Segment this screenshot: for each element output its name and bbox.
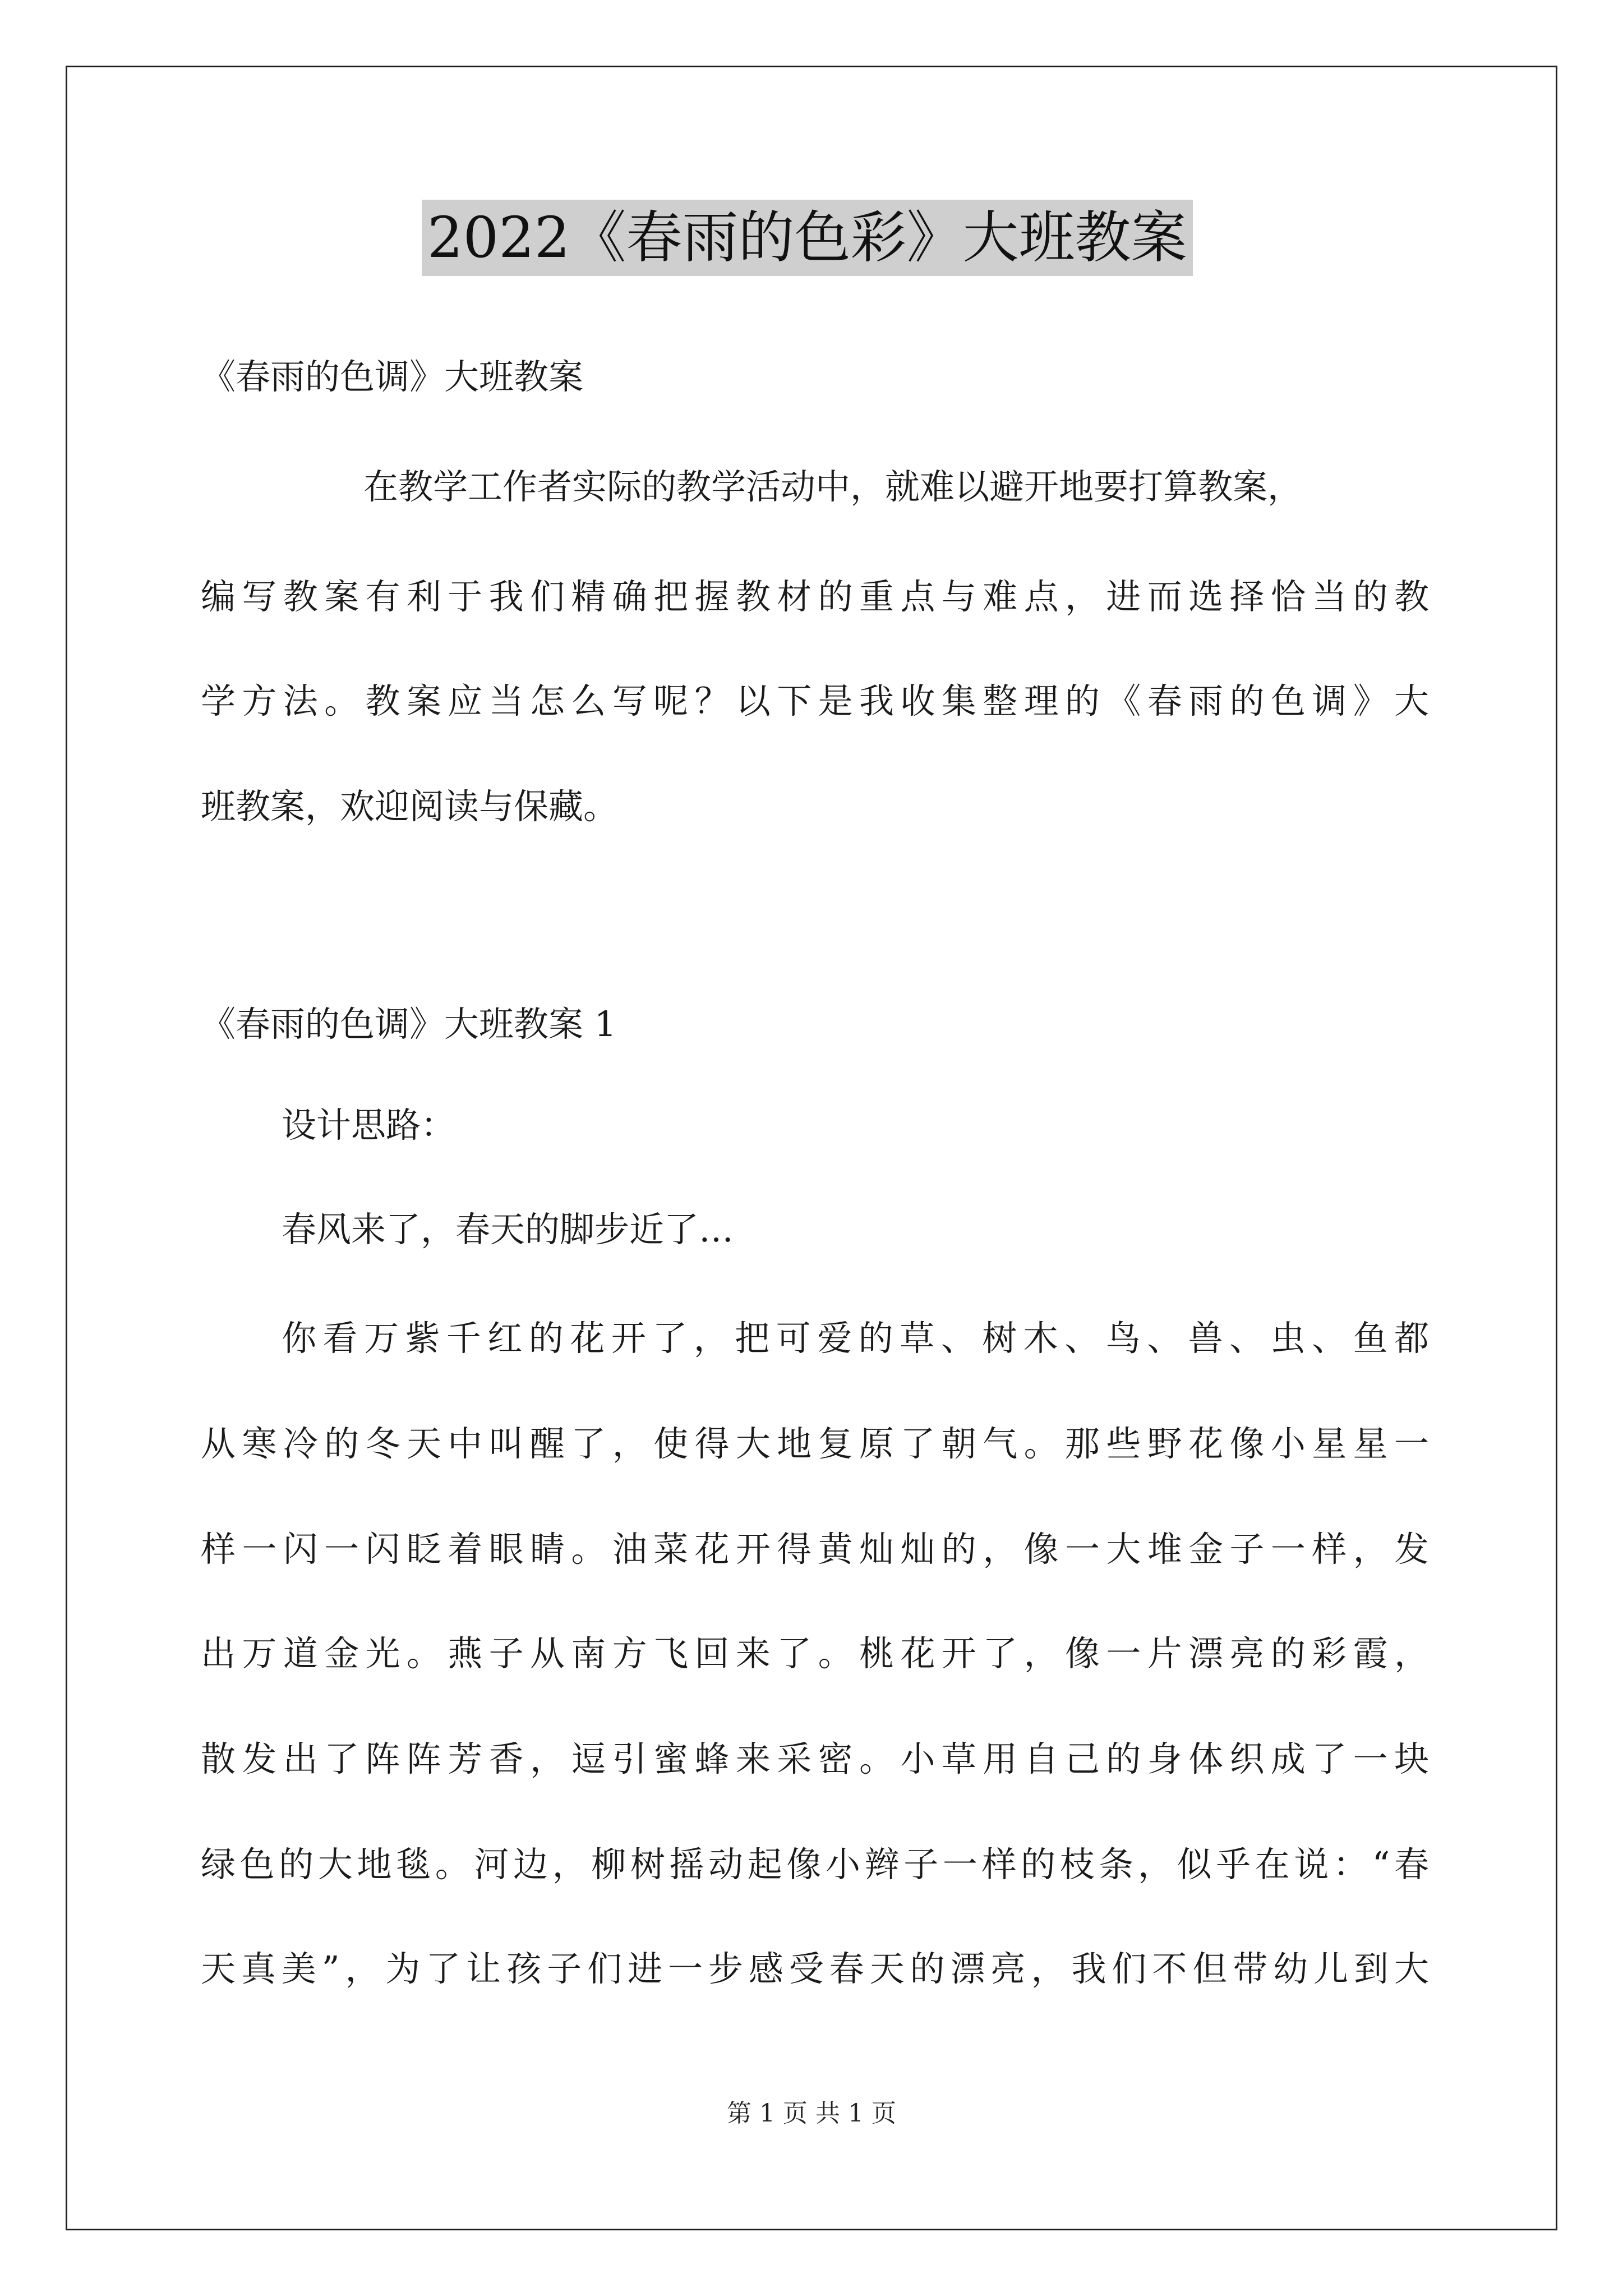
intro-line-4: 班教案，欢迎阅读与保藏。 xyxy=(201,786,619,827)
intro-line-1: 在教学工作者实际的教学活动中，就难以避开地要打算教案， xyxy=(363,466,1303,507)
subtitle: 《春雨的色调》大班教案 xyxy=(201,356,584,397)
intro-line-2: 编写教案有利于我们精确把握教材的重点与难点，进而选择恰当的教 xyxy=(201,576,1429,617)
paragraph-2-line-5: 散发出了阵阵芳香，逗引蜜蜂来采密。小草用自己的身体织成了一块 xyxy=(201,1738,1429,1779)
paragraph-2-line-4: 出万道金光。燕子从南方飞回来了。桃花开了，像一片漂亮的彩霞， xyxy=(201,1633,1429,1674)
design-label: 设计思路： xyxy=(282,1105,456,1145)
paragraph-1: 春风来了，春天的脚步近了… xyxy=(282,1209,734,1250)
paragraph-2-line-6: 绿色的大地毯。河边，柳树摇动起像小辫子一样的枝条，似乎在说：“春 xyxy=(201,1844,1429,1885)
intro-line-3: 学方法。教案应当怎么写呢？以下是我收集整理的《春雨的色调》大 xyxy=(201,680,1429,721)
paragraph-2-line-1: 你看万紫千红的花开了，把可爱的草、树木、鸟、兽、虫、鱼都 xyxy=(282,1318,1429,1359)
paragraph-2-line-7: 天真美”，为了让孩子们进一步感受春天的漂亮，我们不但带幼儿到大 xyxy=(201,1948,1429,1989)
section-heading: 《春雨的色调》大班教案 1 xyxy=(201,1004,617,1045)
document-title: 2022《春雨的色彩》大班教案 xyxy=(422,200,1193,276)
paragraph-2-line-2: 从寒冷的冬天中叫醒了，使得大地复原了朝气。那些野花像小星星一 xyxy=(201,1423,1429,1464)
paragraph-2-line-3: 样一闪一闪眨着眼睛。油菜花开得黄灿灿的，像一大堆金子一样，发 xyxy=(201,1529,1429,1570)
page-footer: 第 1 页 共 1 页 xyxy=(727,2099,896,2128)
